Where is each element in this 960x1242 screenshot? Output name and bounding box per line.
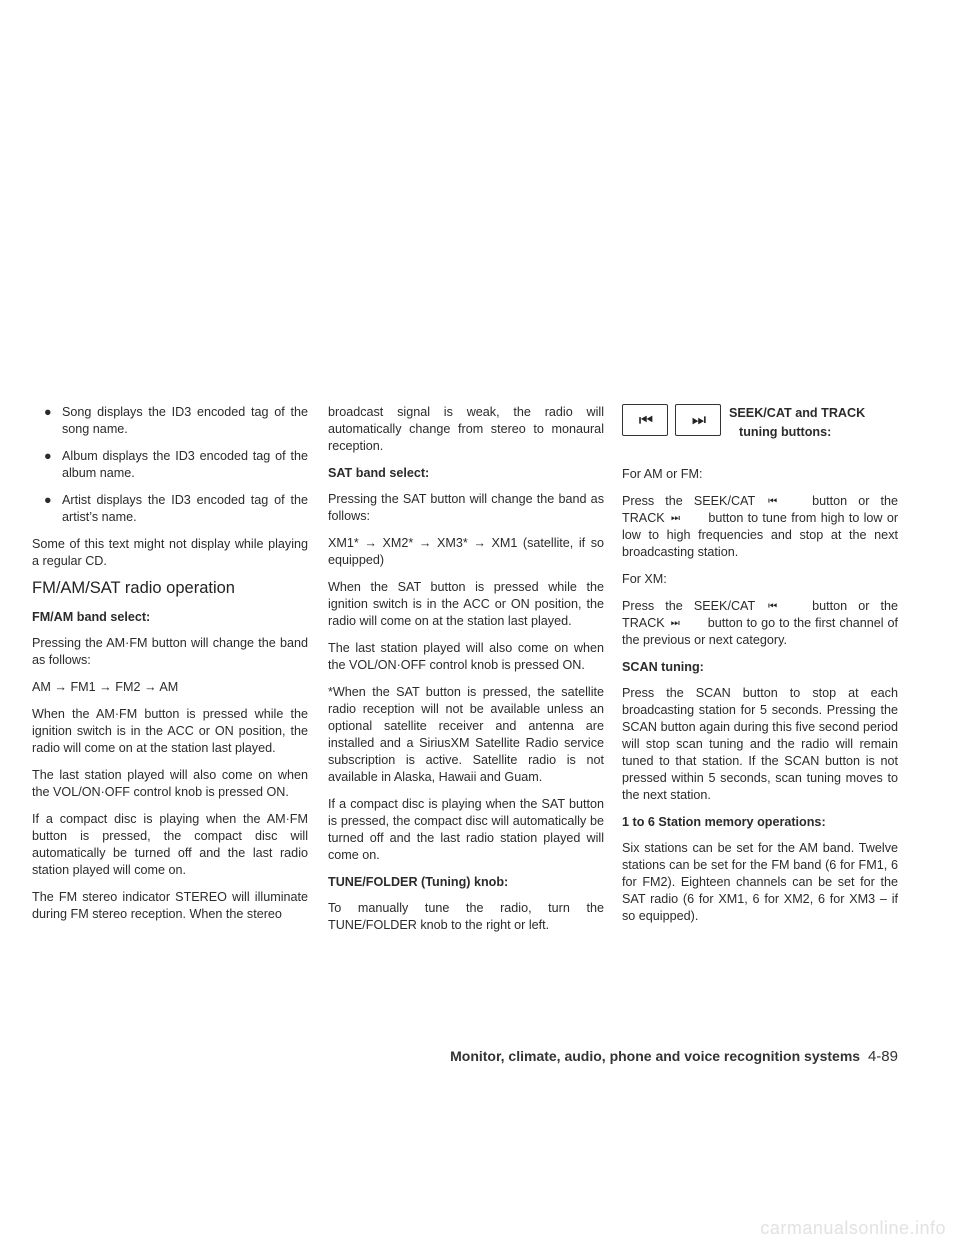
subheading-sat: SAT band select: bbox=[328, 466, 430, 480]
track-forward-icon: ⏭ bbox=[671, 513, 678, 524]
watermark bbox=[0, 1212, 960, 1242]
bullet-item: ● Album displays the ID3 encoded tag of the album name. bbox=[44, 449, 308, 480]
paragraph: Pressing the SAT button will change the band as follows: bbox=[328, 492, 604, 523]
paragraph: broadcast signal is weak, the radio will automatically change from stereo to monaural reception. bbox=[328, 405, 604, 453]
column-3 bbox=[622, 404, 898, 935]
track-forward-button-icon: ⏭ bbox=[675, 404, 721, 436]
bullet-item: ● Artist displays the ID3 encoded tag of the artist’s name. bbox=[44, 493, 308, 524]
watermark-text: carmanualsonline.info bbox=[760, 1218, 946, 1238]
subheading-scan: SCAN tuning: bbox=[622, 660, 704, 674]
paragraph: Six stations can be set for the AM band. Twelve stations can be set for the FM band (6 for FM1, 6 for FM2). Eighteen channels can be set for the SAT radio (6 for XM1, 6 for XM2, 6 for XM3 – if so equipped). bbox=[622, 841, 898, 923]
paragraph: The last station played will also come on when the VOL/ON·OFF control knob is pressed ON. bbox=[32, 768, 308, 799]
paragraph: Press the SCAN button to stop at each broadcasting station for 5 seconds. Pressing the SCAN button again during this five second period will stop scan tuning and the radio will remain tuned to that station. If the SCAN button is not pressed within 5 seconds, scan tuning moves to the next station. bbox=[622, 686, 898, 802]
subheading-tune: TUNE/FOLDER (Tuning) knob: bbox=[328, 875, 509, 889]
bullet-icon: ● bbox=[44, 405, 52, 419]
bullet-icon: ● bbox=[44, 449, 52, 463]
paragraph: The last station played will also come on when the VOL/ON·OFF control knob is pressed ON. bbox=[328, 641, 604, 672]
seek-track-header bbox=[622, 404, 898, 460]
seek-back-icon: ⏮ bbox=[768, 601, 776, 612]
paragraph: The FM stereo indicator STEREO will illuminate during FM stereo reception. When the stereo bbox=[32, 890, 308, 921]
bullet-icon: ● bbox=[44, 493, 52, 507]
section-heading: FM/AM/SAT radio operation bbox=[32, 579, 235, 597]
paragraph: Some of this text might not display while playing a regular CD. bbox=[32, 537, 308, 568]
paragraph: When the SAT button is pressed while the ignition switch is in the ACC or ON position, the radio will come on at the station last played. bbox=[328, 580, 604, 628]
footer-section-title: Monitor, climate, audio, phone and voice recognition systems bbox=[450, 1048, 861, 1064]
paragraph: When the AM·FM button is pressed while the ignition switch is in the ACC or ON position, the radio will come on at the station last played. bbox=[32, 707, 308, 755]
subheading-fmam: FM/AM band select: bbox=[32, 610, 151, 624]
seek-back-button-icon: ⏮ bbox=[622, 404, 668, 436]
amfm-label: For AM or FM: bbox=[622, 467, 703, 481]
bullet-item: ● Song displays the ID3 encoded tag of the song name. bbox=[44, 405, 308, 436]
column-2 bbox=[328, 404, 604, 944]
column-1 bbox=[32, 404, 308, 933]
paragraph: Pressing the AM·FM button will change the band as follows: bbox=[32, 636, 308, 667]
seek-back-icon: ⏮ bbox=[768, 496, 776, 507]
track-forward-icon: ⏭ bbox=[670, 618, 678, 629]
xm-label: For XM: bbox=[622, 572, 667, 586]
paragraph: *When the SAT button is pressed, the satellite radio reception will not be available unless an optional satellite receiver and antenna are installed and a SiriusXM Satellite Radio service subscription is active. Satellite radio is not available in Alaska, Hawaii and Guam. bbox=[328, 685, 604, 784]
page-number: 4-89 bbox=[867, 1048, 898, 1065]
paragraph-amfm: Press the SEEK/CAT ⏮ button or the TRACK ⏭ button to tune from high to low or low to high frequencies and stop at the next broadcasting station. bbox=[622, 494, 899, 559]
paragraph: If a compact disc is playing when the SAT button is pressed, the compact disc will automatically be turned off and the last radio station played will come on. bbox=[328, 797, 604, 862]
paragraph-xm: Press the SEEK/CAT ⏮ button or the TRACK ⏭ button to go to the first channel of the previous or next category. bbox=[622, 599, 899, 647]
paragraph: If a compact disc is playing when the AM·FM button is pressed, the compact disc will automatically be turned off and the last radio station played will come on. bbox=[32, 812, 308, 877]
subheading-memory: 1 to 6 Station memory operations: bbox=[622, 815, 826, 829]
seek-track-title: SEEK/CAT and TRACK tuning buttons: bbox=[729, 406, 866, 439]
band-sequence: XM1* → XM2* → XM3* → XM1 (satellite, if so equipped) bbox=[328, 536, 604, 567]
band-sequence: AM → FM1 → FM2 → AM bbox=[32, 680, 179, 694]
page-footer bbox=[428, 1048, 898, 1065]
paragraph: To manually tune the radio, turn the TUNE/FOLDER knob to the right or left. bbox=[328, 901, 604, 932]
